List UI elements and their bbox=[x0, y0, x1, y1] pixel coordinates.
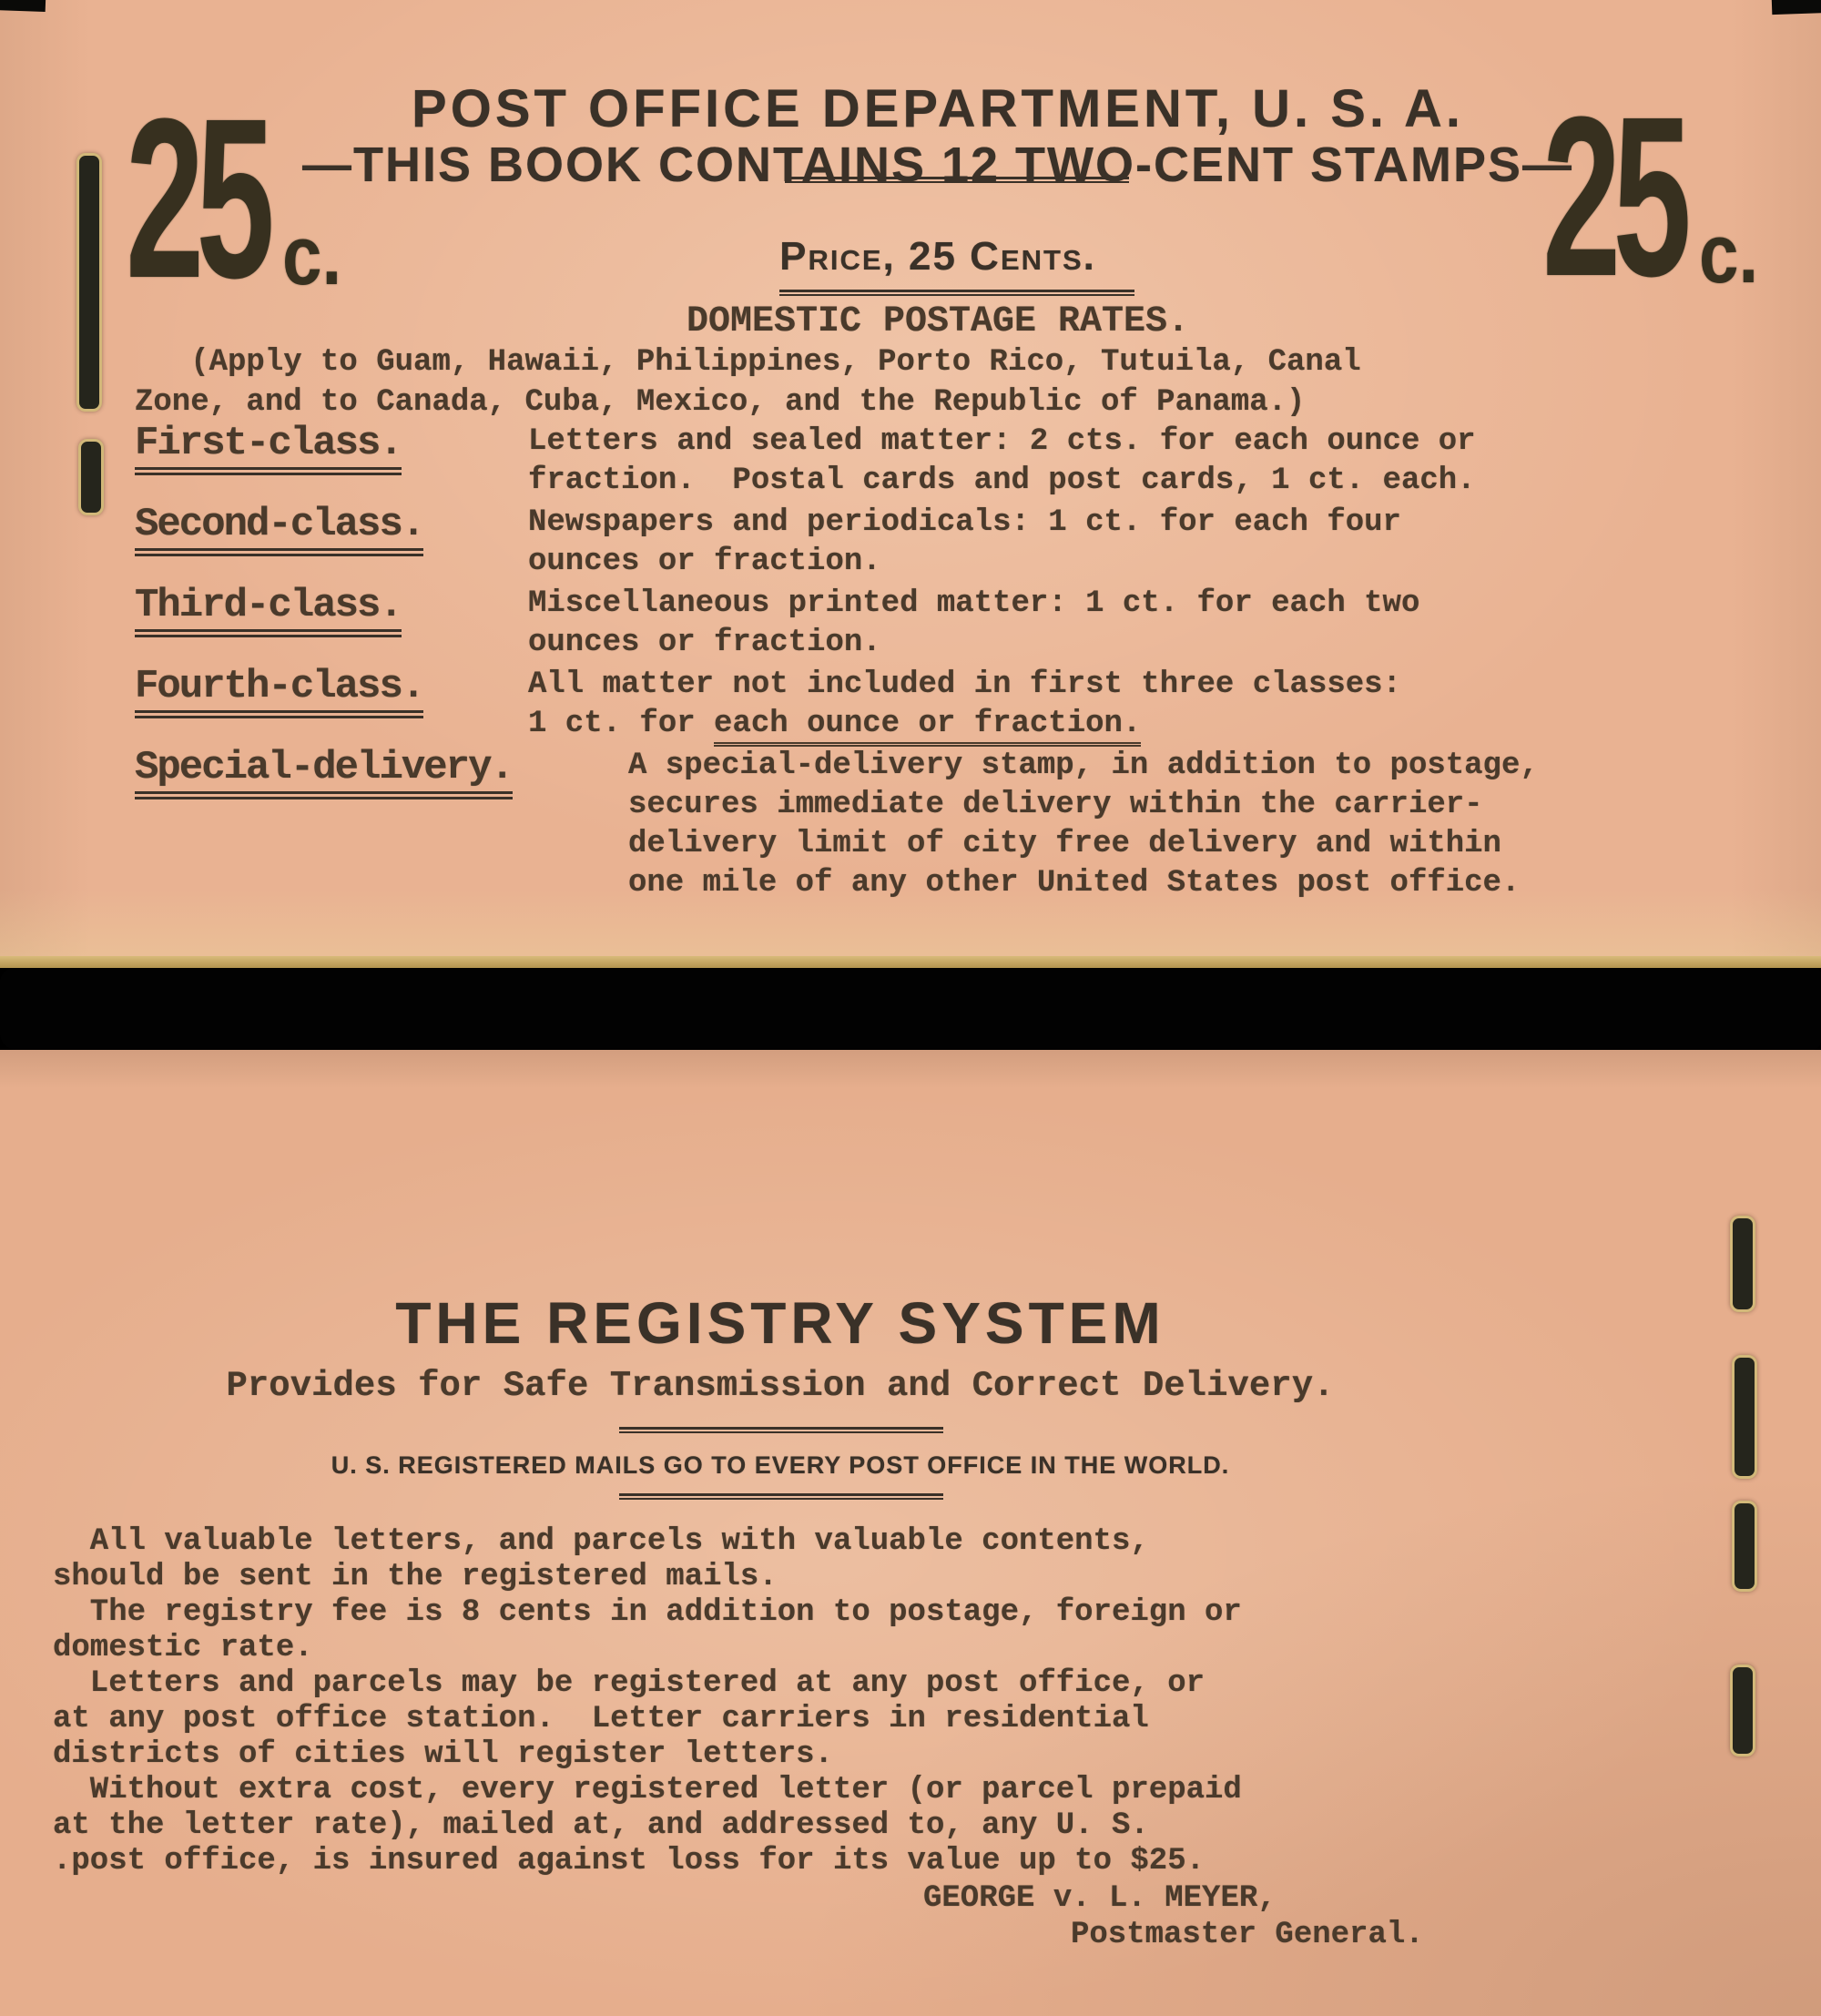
text-segment: Newspapers and periodicals: 1 ct. for each four bbox=[528, 505, 1401, 540]
back-body-text bbox=[53, 1524, 1242, 1879]
price-line: Price, 25 Cents. bbox=[779, 234, 1096, 279]
denomination-number: 25 bbox=[1542, 69, 1684, 323]
rate-description bbox=[528, 585, 1719, 663]
rate-row bbox=[135, 585, 1719, 663]
body-text-line: at the letter rate), mailed at, and addressed to, any U. S. bbox=[53, 1808, 1149, 1843]
rate-label-cell bbox=[135, 423, 528, 475]
rate-row bbox=[135, 423, 1719, 501]
body-text-line: at any post office station. Letter carriers in residential bbox=[53, 1702, 1149, 1736]
scan-edge-mark bbox=[1772, 0, 1821, 15]
text-segment: one mile of any other United States post office. bbox=[628, 866, 1521, 901]
rate-description-line bbox=[628, 786, 1719, 825]
text-segment: ounces or fraction. bbox=[528, 626, 881, 660]
rate-label-cell bbox=[135, 504, 528, 556]
rate-label-cell bbox=[135, 666, 528, 718]
body-text-line: Letters and parcels may be registered at any post office, or bbox=[53, 1666, 1206, 1701]
binding-stitch-icon bbox=[78, 439, 104, 515]
rate-description-line bbox=[528, 666, 1719, 705]
section-heading: DOMESTIC POSTAGE RATES. bbox=[686, 301, 1190, 342]
rate-description-line bbox=[528, 543, 1719, 582]
text-segment: Letters and sealed matter: 2 cts. for each ounce or bbox=[528, 424, 1476, 459]
rate-label-cell bbox=[135, 747, 628, 799]
binding-stitch-icon bbox=[1732, 1501, 1757, 1592]
rate-row bbox=[135, 504, 1719, 582]
binding-stitch-icon bbox=[1732, 1355, 1757, 1479]
rate-description-line bbox=[528, 705, 1719, 744]
rate-description-line bbox=[528, 585, 1719, 624]
scan-edge-mark bbox=[0, 0, 46, 12]
rate-description-line bbox=[628, 825, 1719, 864]
text-segment: Miscellaneous printed matter: 1 ct. for each two bbox=[528, 586, 1420, 621]
rate-row bbox=[135, 666, 1719, 744]
binding-stitch-icon bbox=[1730, 1665, 1755, 1756]
text-segment: fraction. Postal cards and post cards, 1 ct. each. bbox=[528, 463, 1476, 498]
rate-class-label: First-class. bbox=[135, 423, 402, 475]
body-text-line: should be sent in the registered mails. bbox=[53, 1560, 778, 1594]
rate-class-label: Special-delivery. bbox=[135, 747, 513, 799]
signature-name: GEORGE v. L. MEYER, bbox=[923, 1881, 1277, 1916]
front-subtitle: —THIS BOOK CONTAINS 12 TWO-CENT STAMPS— bbox=[301, 137, 1574, 192]
price-rule bbox=[779, 290, 1134, 296]
text-segment: ounces or fraction. bbox=[528, 545, 881, 579]
denomination-number: 25 bbox=[126, 71, 268, 325]
rate-description bbox=[528, 423, 1719, 501]
binding-stitch-icon bbox=[76, 153, 102, 412]
body-text-line: The registry fee is 8 cents in addition to postage, foreign or bbox=[53, 1595, 1242, 1630]
back-title: THE REGISTRY SYSTEM bbox=[395, 1290, 1165, 1356]
booklet-edge-strip bbox=[0, 956, 1821, 968]
front-title: POST OFFICE DEPARTMENT, U. S. A. bbox=[412, 79, 1464, 138]
underlined-text: each ounce or fraction. bbox=[714, 707, 1141, 747]
body-text-line: districts of cities will register letters. bbox=[53, 1737, 833, 1772]
rate-class-label: Third-class. bbox=[135, 585, 402, 637]
text-segment: 1 ct. for bbox=[528, 707, 715, 741]
text-segment: All matter not included in first three classes: bbox=[528, 667, 1401, 702]
signature-title: Postmaster General. bbox=[1071, 1918, 1424, 1952]
tagline-rule-top bbox=[619, 1427, 943, 1433]
binding-stitch-icon bbox=[1730, 1216, 1755, 1312]
rate-description bbox=[628, 747, 1719, 903]
back-subtitle: Provides for Safe Transmission and Correct Delivery. bbox=[226, 1366, 1335, 1406]
text-segment: A special-delivery stamp, in addition to postage, bbox=[628, 748, 1539, 783]
rate-description-line bbox=[528, 504, 1719, 543]
rate-description bbox=[528, 504, 1719, 582]
apply-note-line: (Apply to Guam, Hawaii, Philippines, Porto Rico, Tutuila, Canal bbox=[135, 345, 1361, 380]
rate-table bbox=[135, 423, 1719, 906]
apply-note bbox=[135, 342, 1361, 423]
back-tagline: U. S. REGISTERED MAILS GO TO EVERY POST OFFICE IN THE WORLD. bbox=[331, 1451, 1230, 1479]
rate-label-cell bbox=[135, 585, 528, 637]
rate-row bbox=[135, 747, 1719, 903]
rate-description-line bbox=[628, 864, 1719, 903]
body-text-line: Without extra cost, every registered letter (or parcel prepaid bbox=[53, 1773, 1242, 1807]
front-cover-panel bbox=[0, 0, 1821, 956]
rate-class-label: Second-class. bbox=[135, 504, 423, 556]
text-segment: delivery limit of city free delivery and within bbox=[628, 827, 1501, 861]
denomination-unit: c. bbox=[1699, 208, 1759, 300]
tagline-rule-bottom bbox=[619, 1493, 943, 1500]
denomination-unit: c. bbox=[282, 209, 342, 302]
rate-class-label: Fourth-class. bbox=[135, 666, 423, 718]
body-text-line: domestic rate. bbox=[53, 1631, 313, 1665]
text-segment: secures immediate delivery within the carrier- bbox=[628, 788, 1483, 822]
separator-band bbox=[0, 968, 1821, 1050]
apply-note-line: Zone, and to Canada, Cuba, Mexico, and the Republic of Panama.) bbox=[135, 385, 1306, 420]
rate-description-line bbox=[628, 747, 1719, 786]
body-text-line: .post office, is insured against loss for its value up to $25. bbox=[53, 1844, 1206, 1879]
rate-description-line bbox=[528, 462, 1719, 501]
rate-description bbox=[528, 666, 1719, 744]
rate-description-line bbox=[528, 624, 1719, 663]
body-text-line: All valuable letters, and parcels with valuable contents, bbox=[53, 1524, 1149, 1559]
rate-description-line bbox=[528, 423, 1719, 462]
